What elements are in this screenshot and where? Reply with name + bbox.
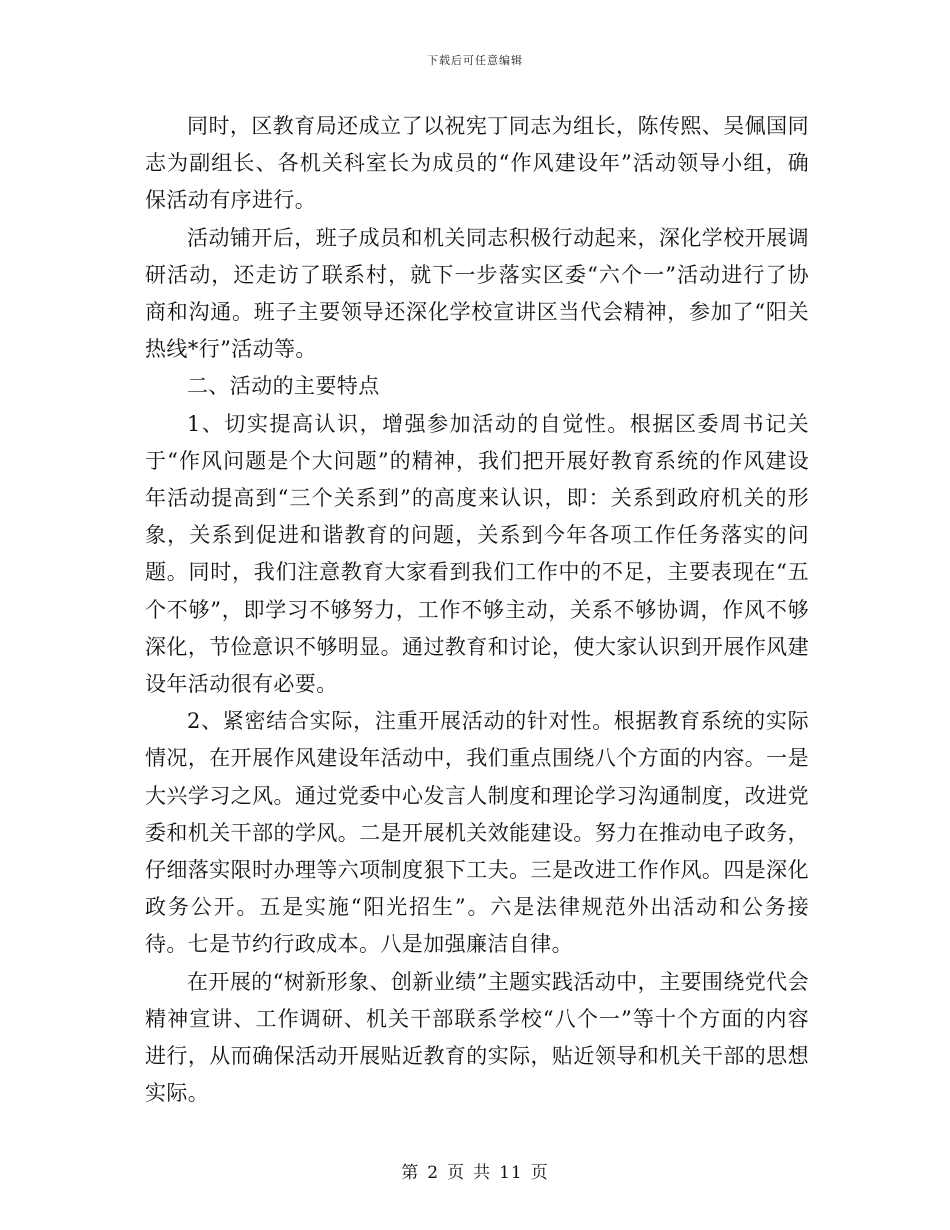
paragraph-feature-2: 2、紧密结合实际，注重开展活动的针对性。根据教育系统的实际情况，在开展作风建设年活动中，我们重点围绕八个方面的内容。一是大兴学习之风。通过党委中心发言人制度和理论学习沟通制度，改进党委和机关干部的学风。二是开展机关效能建设。努力在推动电子政务，仔细落实限时办理等六项制度狠下工夫。三是改进工作作风。四是深化政务公开。五是实施“阳光招生”。六是法律规范外出活动和公务接待。七是节约行政成本。八是加强廉洁自律。: [145, 709, 809, 957]
document-body: [145, 108, 809, 1112]
page-number: 2: [427, 1163, 440, 1183]
page-word: 第: [401, 1163, 420, 1183]
total-word: 共: [473, 1163, 492, 1183]
section-heading-main-features: 二、活动的主要特点: [187, 374, 380, 399]
page-footer: [0, 1158, 950, 1183]
page-unit: 页: [447, 1163, 466, 1183]
page-header: 下载后可任意编辑: [427, 54, 523, 67]
paragraph-feature-1: 1、切实提高认识，增强参加活动的自觉性。根据区委周书记关于“作风问题是个大问题”的精神，我们把开展好教育系统的作风建设年活动提高到“三个关系到”的高度来认识，即：关系到政府机关的形象，关系到促进和谐教育的问题，关系到今年各项工作任务落实的问题。同时，我们注意教育大家看到我们工作中的不足，主要表现在“五个不够”，即学习不够努力，工作不够主动，关系不够协调，作风不够深化，节俭意识不够明显。通过教育和讨论，使大家认识到开展作风建设年活动很有必要。: [145, 411, 809, 697]
paragraph-activity-rollout: 活动铺开后，班子成员和机关同志积极行动起来，深化学校开展调研活动，还走访了联系村，就下一步落实区委“六个一”活动进行了协商和沟通。班子主要领导还深化学校宣讲区当代会精神，参加了“阳关热线*行”活动等。: [145, 225, 809, 362]
total-unit: 页: [530, 1163, 549, 1183]
paragraph-leadership-group: 同时，区教育局还成立了以祝宪丁同志为组长，陈传熙、吴佩国同志为副组长、各机关科室长为成员的“作风建设年”活动领导小组，确保活动有序进行。: [145, 114, 809, 213]
paragraph-theme-practice: 在开展的“树新形象、创新业绩”主题实践活动中，主要围绕党代会精神宣讲、工作调研、机关干部联系学校“八个一”等十个方面的内容进行，从而确保活动开展贴近教育的实际，贴近领导和机关干部的思想实际。: [145, 969, 809, 1106]
total-pages: 11: [499, 1163, 523, 1183]
